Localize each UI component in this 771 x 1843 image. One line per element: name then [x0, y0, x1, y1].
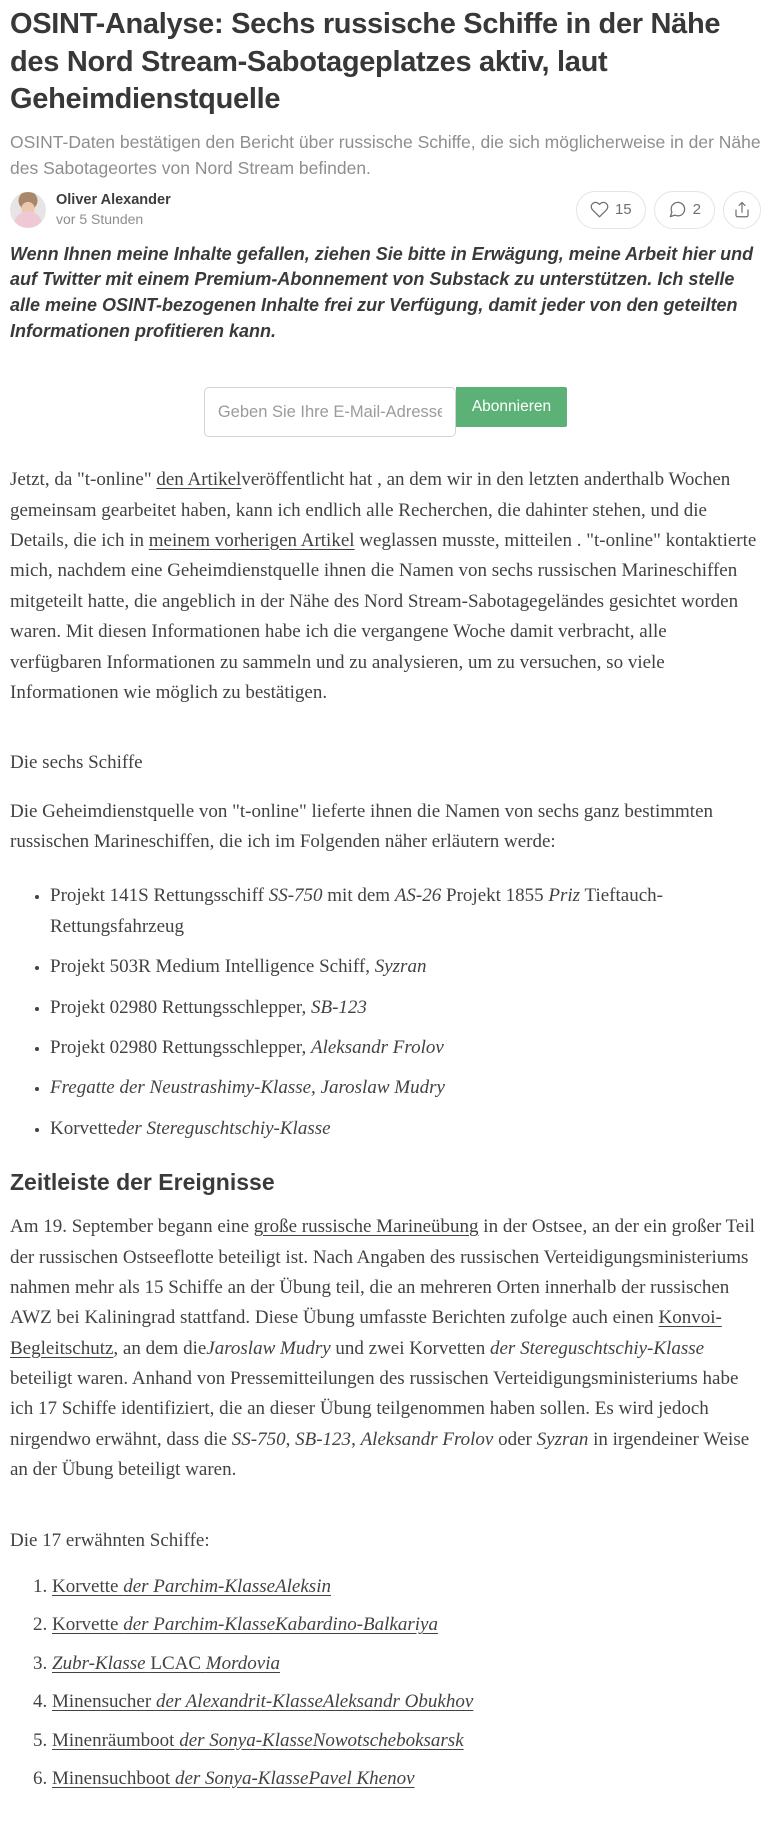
like-count: 15	[614, 201, 632, 219]
seventeen-ships-list	[10, 1572, 761, 1794]
list-item	[52, 1687, 761, 1717]
seventeen-ships-intro: Die 17 erwähnten Schiffe:	[10, 1529, 210, 1551]
text-segment: Kabardino-Balkariya	[275, 1614, 438, 1636]
text-segment: Projekt 1855	[441, 885, 549, 907]
text-segment: weglassen musste, mitteilen . "t-online" kontaktierte mich, nachdem eine Geheimdienstquelle ihnen die Namen von sechs russischen Marineschiffen mitgeteilt hatte, die angeblich in der Nähe des Nord Stream-Sabotagegeländes gesichtet worden waren. Mit diesen Informationen habe ich die vergangene Woche damit verbracht, alle verfügbaren Informationen zu sammeln und zu analysieren, um zu versuchen, so viele Informationen wie möglich zu bestätigen.	[10, 529, 757, 703]
text-segment: Minensucher	[52, 1691, 156, 1713]
comment-count: 2	[692, 201, 701, 219]
text-segment: der Parchim-Klasse	[123, 1576, 276, 1598]
ship-bullet-item	[50, 952, 761, 982]
text-segment: Korvette	[52, 1614, 124, 1636]
ship-bullet-item	[50, 993, 761, 1023]
paragraph-timeline	[10, 1212, 761, 1486]
text-segment: in irgendeiner Weise an der Übung beteiligt waren.	[10, 1428, 750, 1481]
share-icon	[733, 201, 751, 219]
text-segment: , an dem die	[113, 1337, 207, 1359]
author-row	[10, 190, 761, 230]
like-button[interactable]	[576, 191, 646, 229]
post-actions	[576, 191, 761, 229]
text-segment: Mordovia	[205, 1652, 281, 1674]
article-subtitle: OSINT-Daten bestätigen den Bericht über russische Schiffe, die sich möglicherweise in der Nähe des Sabotageortes von Nord Stream befinden.	[10, 132, 761, 179]
text-segment: Projekt 141S Rettungsschiff	[50, 885, 269, 907]
ship-link[interactable]	[52, 1614, 438, 1635]
text-segment: AS-26	[394, 885, 442, 907]
text-segment: mit dem	[322, 885, 395, 907]
text-segment: der Alexandrit-Klasse	[155, 1691, 323, 1713]
comment-button[interactable]	[654, 191, 715, 229]
inline-link[interactable]: große russische Marineübung	[253, 1216, 479, 1238]
text-segment: LCAC	[145, 1652, 206, 1674]
text-segment: der Sonya-Klasse	[179, 1729, 313, 1751]
text-segment: Projekt 02980 Rettungsschlepper,	[50, 1037, 311, 1059]
six-ships-list	[10, 881, 761, 1144]
avatar[interactable]	[10, 192, 46, 228]
text-segment: SS-750	[268, 885, 323, 907]
inline-link[interactable]: Konvoi-Begleitschutz	[10, 1307, 722, 1359]
paragraph-intro-research	[10, 465, 761, 708]
ship-bullet-item	[50, 1033, 761, 1063]
text-segment: Nowotscheboksarsk	[312, 1729, 464, 1751]
six-ships-heading: Die sechs Schiffe	[10, 752, 143, 774]
list-item	[52, 1610, 761, 1640]
ship-link[interactable]	[52, 1653, 280, 1674]
speech-bubble-icon	[668, 200, 687, 219]
text-segment: Aleksin	[275, 1576, 331, 1598]
list-item	[52, 1764, 761, 1794]
text-segment: Projekt 503R Medium Intelligence Schiff,	[50, 956, 375, 978]
text-segment: Projekt 02980 Rettungsschlepper,	[50, 996, 311, 1018]
author-meta	[56, 191, 171, 229]
ship-link[interactable]	[52, 1691, 473, 1712]
support-note: Wenn Ihnen meine Inhalte gefallen, ziehen Sie bitte in Erwägung, meine Arbeit hier und auf Twitter mit einem Premium-Abonnement von Substack zu unterstützen. Ich stelle alle meine OSINT-bezogenen Inhalte frei zur Verfügung, damit jeder von den geteilten Informationen profitieren kann.	[10, 243, 754, 342]
text-segment: Minensuchboot	[52, 1767, 175, 1789]
heart-icon	[590, 200, 609, 219]
text-segment: Syzran	[374, 956, 427, 978]
ship-link[interactable]	[52, 1768, 415, 1789]
post-timestamp: vor 5 Stunden	[56, 210, 144, 227]
page-title: OSINT-Analyse: Sechs russische Schiffe in der Nähe des Nord Stream-Sabotageplatzes aktiv, laut Geheimdienstquelle	[10, 8, 721, 116]
text-segment: der Stereguschtschiy-Klasse	[490, 1337, 705, 1359]
text-segment: ,	[351, 1428, 361, 1450]
inline-link[interactable]: meinem vorherigen Artikel	[148, 529, 355, 551]
timeline-heading: Zeitleiste der Ereignisse	[10, 1169, 275, 1196]
text-segment: und zwei Korvetten	[330, 1337, 490, 1359]
text-segment: Jetzt, da "t-online"	[10, 469, 157, 491]
text-segment: Syzran	[536, 1428, 589, 1450]
text-segment: Aleksandr Frolov	[360, 1428, 494, 1450]
text-segment: Minenräumboot	[52, 1729, 180, 1751]
ship-bullet-item	[50, 1073, 761, 1103]
email-input[interactable]	[204, 387, 456, 437]
text-segment: Aleksandr Frolov	[310, 1037, 444, 1059]
text-segment: Korvette	[50, 1117, 117, 1139]
list-item	[52, 1649, 761, 1679]
paragraph-source-list: Die Geheimdienstquelle von "t-online" lieferte ihnen die Namen von sechs ganz bestimmten russischen Marineschiffen, die ich im Folgenden näher erläutern werde:	[10, 800, 713, 853]
text-segment: der Stereguschtschiy-Klasse	[116, 1117, 331, 1139]
text-segment: SS-750	[231, 1428, 286, 1450]
text-segment: Tieftauch-Rettungsfahrzeug	[50, 885, 663, 937]
text-segment: veröffentlicht hat , an dem wir in den letzten anderthalb Wochen gemeinsam gearbeitet haben, kann ich endlich alle Recherchen, die dahinter stehen, und die Details, die ich in	[10, 469, 731, 551]
text-segment: ,	[285, 1428, 296, 1450]
text-segment: SB-123	[310, 996, 367, 1018]
share-button[interactable]	[723, 191, 761, 229]
inline-link[interactable]: den Artikel	[156, 469, 242, 491]
author-name[interactable]: Oliver Alexander	[56, 191, 171, 208]
text-segment: der Sonya-Klasse	[174, 1767, 309, 1789]
text-segment: Aleksandr Obukhov	[322, 1691, 474, 1713]
text-segment: Zubr-Klasse	[52, 1652, 146, 1674]
list-item	[52, 1572, 761, 1602]
text-segment: der Parchim-Klasse	[123, 1614, 276, 1636]
text-segment: Pavel Khenov	[308, 1767, 415, 1789]
subscribe-form	[10, 387, 761, 437]
text-segment: SB-123	[295, 1428, 352, 1450]
ship-bullet-item	[50, 1114, 761, 1144]
text-segment: Korvette	[52, 1576, 124, 1598]
ship-link[interactable]	[52, 1576, 331, 1597]
subscribe-button[interactable]: Abonnieren	[456, 387, 567, 427]
text-segment: beteiligt waren. Anhand von Pressemitteilungen des russischen Verteidigungsministeriums habe ich 17 Schiffe identifiziert, die an dieser Übung teilgenommen haben sollen. Es wird jedoch nirgendwo erwähnt, dass die	[10, 1368, 739, 1450]
text-segment: Am 19. September begann eine	[10, 1216, 254, 1238]
ship-link[interactable]	[52, 1730, 464, 1751]
text-segment: Fregatte der Neustrashimy-Klasse, Jaroslaw Mudry	[50, 1077, 445, 1099]
text-segment: in der Ostsee, an der ein großer Teil der russischen Ostseeflotte beteiligt ist. Nach Angaben des russischen Verteidigungsministeriums nahmen mehr als 15 Schiffe an der Übung teil, die an mehreren Orten innerhalb der russischen AWZ bei Kaliningrad stattfand. Diese Übung umfasste Berichten zufolge auch einen	[10, 1216, 755, 1329]
text-segment: Priz	[548, 885, 581, 907]
list-item	[52, 1726, 761, 1756]
text-segment: Jaroslaw Mudry	[206, 1337, 331, 1359]
text-segment: oder	[493, 1428, 537, 1450]
ship-bullet-item	[50, 881, 761, 942]
